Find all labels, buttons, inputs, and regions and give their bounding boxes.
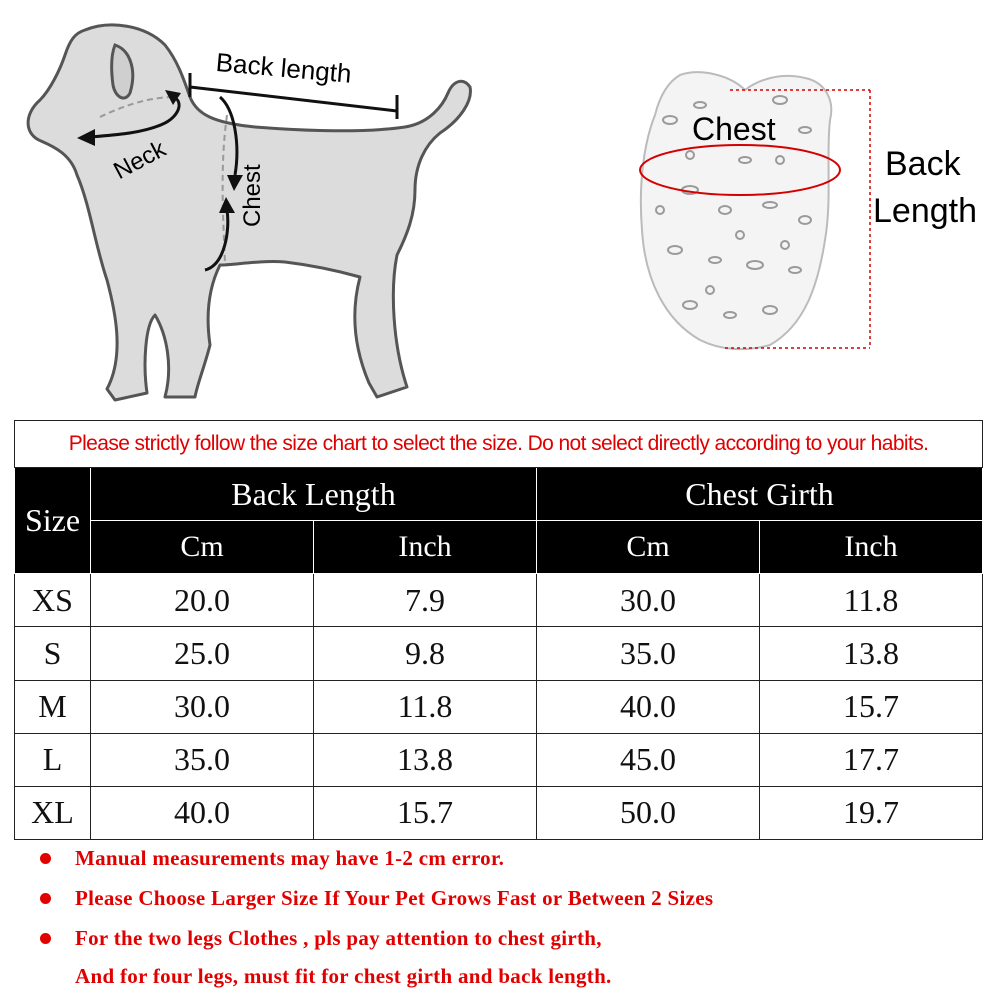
back-length-label: Back length	[214, 46, 353, 89]
shirt-back-label-1: Back	[885, 145, 961, 183]
note-measurement-error	[40, 846, 504, 871]
back-inch-cell: 15.7	[314, 786, 537, 839]
group-header-row	[15, 468, 983, 521]
back-inch-cell: 11.8	[314, 680, 537, 733]
unit-header-row	[15, 521, 983, 574]
table-row	[15, 574, 983, 627]
size-cell: M	[15, 680, 91, 733]
shirt-measurement-diagram	[630, 60, 995, 360]
chest-cm-cell: 50.0	[537, 786, 760, 839]
back-cm-cell: 35.0	[91, 733, 314, 786]
size-cell: XS	[15, 574, 91, 627]
back-inch-cell: 9.8	[314, 627, 537, 680]
size-cell: S	[15, 627, 91, 680]
chest-cm-cell: 30.0	[537, 574, 760, 627]
back-cm-cell: 25.0	[91, 627, 314, 680]
shirt-back-label-2: Length	[873, 192, 977, 230]
bullet-dot	[40, 853, 51, 864]
size-notice: Please strictly follow the size chart to select the size. Do not select directly according to your habits.	[15, 421, 983, 468]
note-two-legs	[40, 926, 602, 951]
dog-measurement-diagram	[15, 15, 485, 410]
chest-inch-cell: 17.7	[760, 733, 983, 786]
bullet-dot	[40, 933, 51, 944]
size-column-header: Size	[15, 468, 91, 574]
note-text: And for four legs, must fit for chest girth and back length.	[75, 964, 612, 988]
chest-inch-cell: 15.7	[760, 680, 983, 733]
size-cell: XL	[15, 786, 91, 839]
note-text: Please Choose Larger Size If Your Pet Grows Fast or Between 2 Sizes	[75, 886, 714, 910]
chest-cm-cell: 35.0	[537, 627, 760, 680]
note-text: For the two legs Clothes , pls pay attention to chest girth,	[75, 926, 602, 950]
back-cm-header: Cm	[91, 521, 314, 574]
chest-cm-cell: 45.0	[537, 733, 760, 786]
chest-inch-cell: 11.8	[760, 574, 983, 627]
table-row	[15, 786, 983, 839]
chest-girth-header: Chest Girth	[537, 468, 983, 521]
note-text: Manual measurements may have 1-2 cm error.	[75, 846, 505, 870]
chest-inch-header: Inch	[760, 521, 983, 574]
shirt-chest-label: Chest	[692, 111, 776, 147]
size-cell: L	[15, 733, 91, 786]
chest-inch-cell: 13.8	[760, 627, 983, 680]
note-four-legs	[75, 964, 612, 989]
back-inch-cell: 7.9	[314, 574, 537, 627]
table-row	[15, 733, 983, 786]
note-larger-size	[40, 886, 713, 911]
back-length-header: Back Length	[91, 468, 537, 521]
back-inch-header: Inch	[314, 521, 537, 574]
back-inch-cell: 13.8	[314, 733, 537, 786]
table-row	[15, 680, 983, 733]
size-chart-table	[14, 420, 983, 840]
neck-label: Neck	[109, 135, 171, 185]
table-row	[15, 627, 983, 680]
chest-inch-cell: 19.7	[760, 786, 983, 839]
back-cm-cell: 40.0	[91, 786, 314, 839]
bullet-dot	[40, 893, 51, 904]
back-cm-cell: 20.0	[91, 574, 314, 627]
chest-label: Chest	[239, 164, 266, 227]
back-cm-cell: 30.0	[91, 680, 314, 733]
notice-row	[15, 421, 983, 468]
chest-cm-cell: 40.0	[537, 680, 760, 733]
chest-cm-header: Cm	[537, 521, 760, 574]
